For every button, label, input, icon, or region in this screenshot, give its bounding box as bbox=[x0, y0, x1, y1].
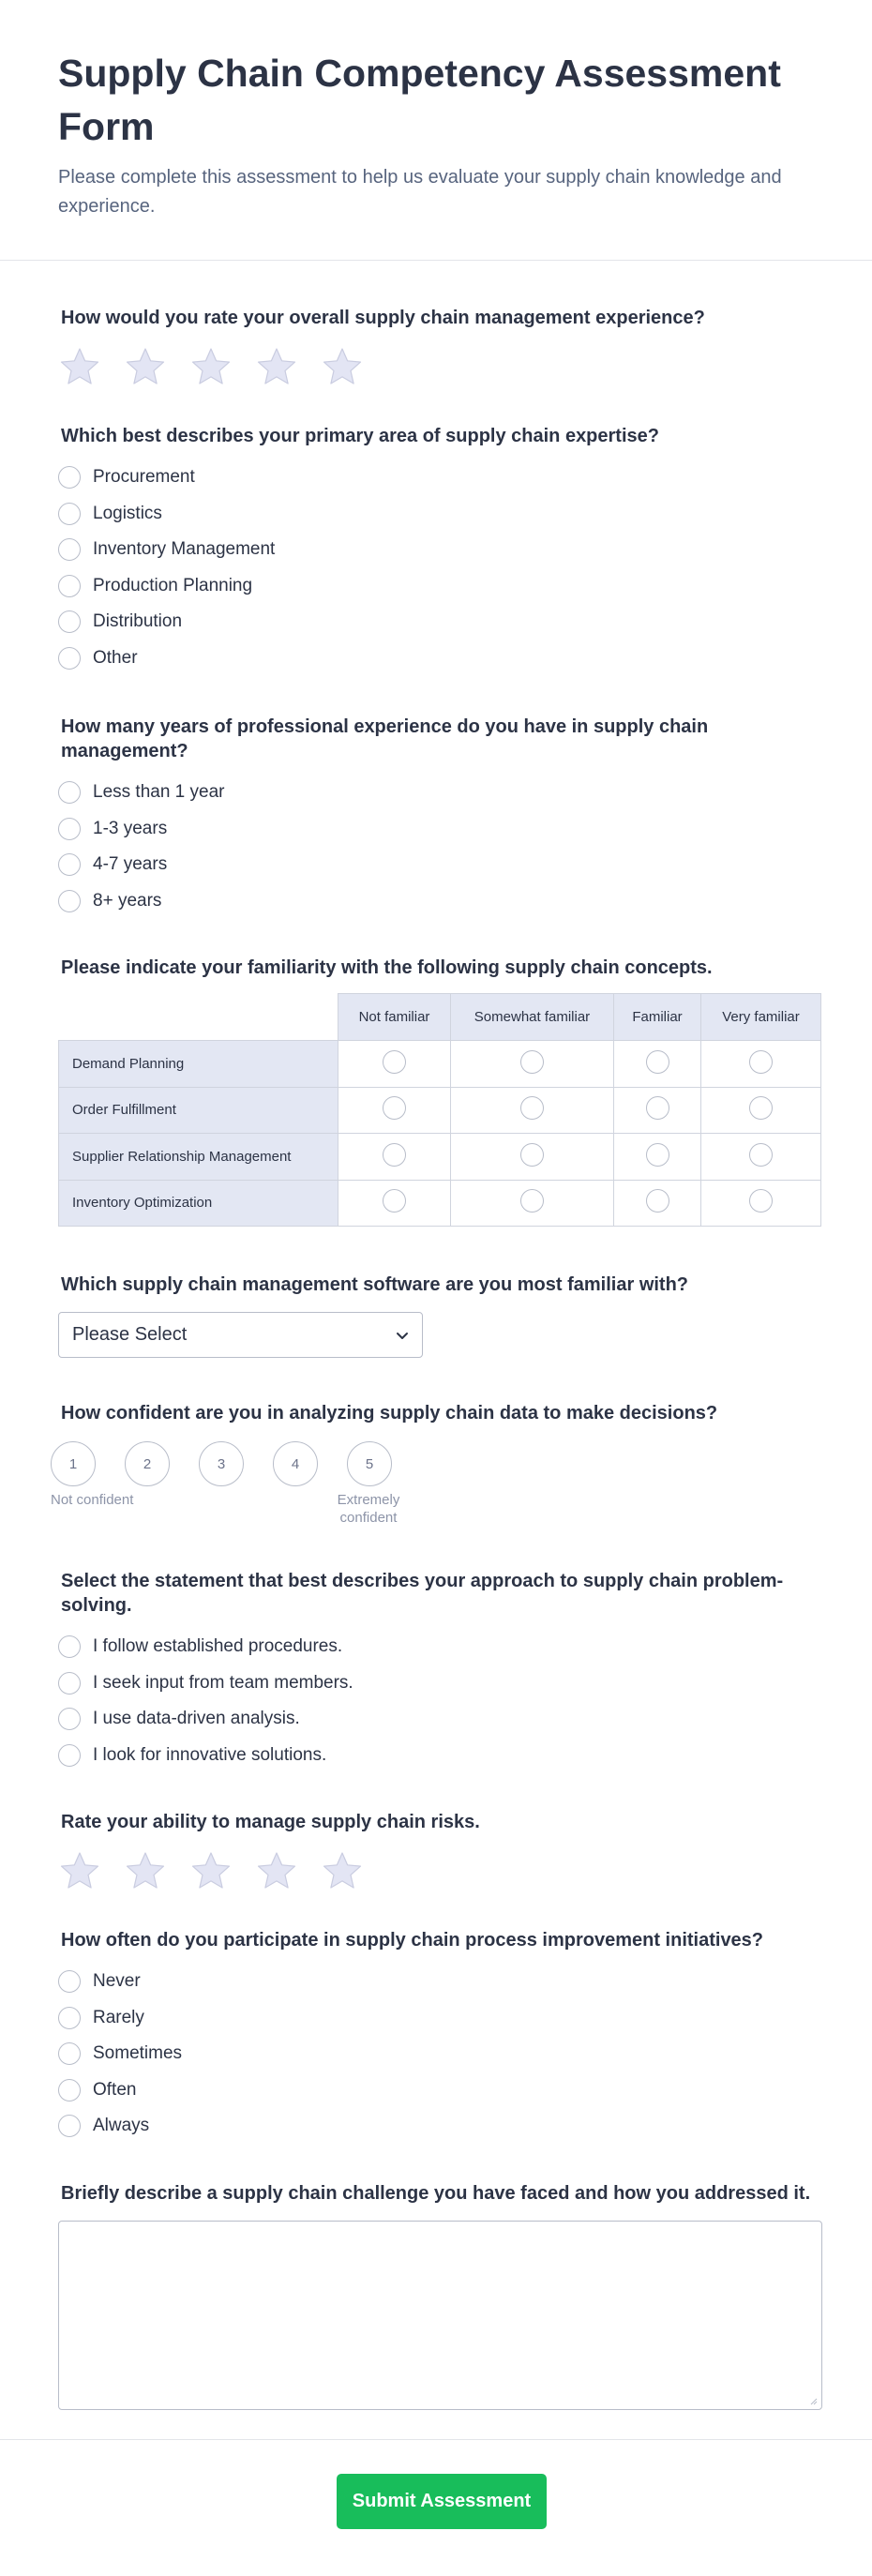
matrix-radio-button[interactable] bbox=[646, 1096, 669, 1120]
radio-button[interactable] bbox=[58, 503, 81, 525]
question-label: Please indicate your familiarity with the following supply chain concepts. bbox=[61, 957, 713, 978]
star-icon[interactable] bbox=[321, 345, 364, 388]
question-overall-experience bbox=[58, 306, 822, 388]
radio-button[interactable] bbox=[58, 1744, 81, 1767]
matrix-row-label: Order Fulfillment bbox=[59, 1087, 338, 1134]
radio-option[interactable] bbox=[58, 775, 822, 811]
scale-option[interactable]: 2 bbox=[125, 1441, 170, 1486]
chevron-down-icon bbox=[396, 1329, 409, 1342]
radio-button[interactable] bbox=[58, 647, 81, 670]
radio-group bbox=[58, 775, 822, 919]
radio-option-label: Logistics bbox=[93, 503, 162, 523]
form-title: Supply Chain Competency Assessment Form bbox=[58, 52, 781, 148]
radio-option[interactable] bbox=[58, 1964, 822, 2000]
star-icon[interactable] bbox=[124, 345, 167, 388]
radio-option[interactable] bbox=[58, 496, 822, 533]
matrix-cell bbox=[451, 1180, 614, 1227]
submit-button[interactable]: Submit Assessment bbox=[337, 2474, 547, 2529]
radio-group bbox=[58, 1964, 822, 2145]
star-icon[interactable] bbox=[321, 1849, 364, 1892]
star-rating bbox=[58, 1849, 822, 1892]
software-select[interactable] bbox=[58, 1312, 423, 1358]
matrix-radio-button[interactable] bbox=[383, 1143, 406, 1167]
matrix-cell bbox=[614, 1041, 701, 1088]
radio-option[interactable] bbox=[58, 459, 822, 496]
radio-group bbox=[58, 1629, 822, 1773]
form-header bbox=[0, 0, 872, 261]
radio-button[interactable] bbox=[58, 1635, 81, 1658]
matrix-cell bbox=[701, 1041, 821, 1088]
matrix-cell bbox=[614, 1087, 701, 1134]
matrix-cell bbox=[338, 1180, 451, 1227]
question-label: How confident are you in analyzing supply chain data to make decisions? bbox=[61, 1403, 718, 1424]
matrix-radio-button[interactable] bbox=[520, 1143, 544, 1167]
matrix-radio-button[interactable] bbox=[749, 1050, 773, 1074]
radio-button[interactable] bbox=[58, 538, 81, 561]
radio-option-label: Never bbox=[93, 1971, 141, 1992]
question-data-confidence bbox=[51, 1401, 822, 1526]
question-label: Which best describes your primary area of supply chain expertise? bbox=[61, 426, 659, 446]
scale-option[interactable]: 5 bbox=[347, 1441, 392, 1486]
star-icon[interactable] bbox=[58, 1849, 101, 1892]
question-label: Which supply chain management software are you most familiar with? bbox=[61, 1274, 689, 1295]
radio-option-label: Less than 1 year bbox=[93, 782, 225, 803]
star-icon[interactable] bbox=[189, 345, 233, 388]
challenge-textarea[interactable] bbox=[58, 2221, 822, 2410]
radio-group bbox=[58, 459, 822, 676]
question-risk-management bbox=[58, 1810, 822, 1892]
radio-button[interactable] bbox=[58, 890, 81, 912]
radio-option-label: 4-7 years bbox=[93, 854, 168, 875]
radio-option[interactable] bbox=[58, 604, 822, 640]
question-label: Rate your ability to manage supply chain risks. bbox=[61, 1812, 480, 1832]
radio-option[interactable] bbox=[58, 1701, 822, 1738]
matrix-row-label: Inventory Optimization bbox=[59, 1180, 338, 1227]
radio-option-label: Inventory Management bbox=[93, 539, 276, 560]
radio-option[interactable] bbox=[58, 2036, 822, 2072]
matrix-cell bbox=[614, 1134, 701, 1181]
radio-option-label: Rarely bbox=[93, 2007, 144, 2027]
radio-option-label: I seek input from team members. bbox=[93, 1672, 353, 1693]
radio-option-label: Sometimes bbox=[93, 2043, 183, 2064]
radio-option-label: 8+ years bbox=[93, 890, 162, 911]
radio-option[interactable] bbox=[58, 1629, 822, 1665]
star-icon[interactable] bbox=[58, 345, 101, 388]
matrix-radio-button[interactable] bbox=[383, 1050, 406, 1074]
question-software bbox=[58, 1273, 822, 1358]
matrix-cell bbox=[451, 1041, 614, 1088]
matrix-cell bbox=[338, 1041, 451, 1088]
radio-button[interactable] bbox=[58, 2115, 81, 2137]
matrix-cell bbox=[338, 1134, 451, 1181]
matrix-column-header: Familiar bbox=[614, 994, 701, 1041]
radio-option-label: I use data-driven analysis. bbox=[93, 1709, 300, 1729]
matrix-radio-button[interactable] bbox=[520, 1050, 544, 1074]
radio-option-label: Procurement bbox=[93, 467, 195, 488]
radio-option-label: Often bbox=[93, 2079, 137, 2100]
matrix-cell bbox=[701, 1087, 821, 1134]
question-challenge-description bbox=[58, 2181, 822, 2410]
form-subtitle: Please complete this assessment to help us evaluate your supply chain knowledge and experience. bbox=[58, 167, 782, 217]
radio-option-label: I follow established procedures. bbox=[93, 1636, 343, 1657]
radio-option-label: Production Planning bbox=[93, 575, 253, 595]
radio-button[interactable] bbox=[58, 1672, 81, 1695]
scale-option[interactable]: 3 bbox=[199, 1441, 244, 1486]
question-improvement-frequency bbox=[58, 1928, 822, 2145]
matrix-cell bbox=[701, 1180, 821, 1227]
radio-button[interactable] bbox=[58, 818, 81, 840]
matrix-row bbox=[59, 1180, 821, 1227]
star-icon[interactable] bbox=[189, 1849, 233, 1892]
matrix-row bbox=[59, 1087, 821, 1134]
radio-button[interactable] bbox=[58, 853, 81, 876]
scale-max-label: Extremely confident bbox=[337, 1492, 400, 1526]
matrix-row bbox=[59, 1134, 821, 1181]
radio-button[interactable] bbox=[58, 781, 81, 804]
radio-option[interactable] bbox=[58, 1665, 822, 1702]
radio-option[interactable] bbox=[58, 640, 822, 677]
familiarity-matrix bbox=[58, 993, 821, 1227]
radio-button[interactable] bbox=[58, 1708, 81, 1730]
confidence-scale bbox=[51, 1441, 822, 1486]
matrix-radio-button[interactable] bbox=[646, 1189, 669, 1213]
matrix-radio-button[interactable] bbox=[520, 1189, 544, 1213]
question-label: Briefly describe a supply chain challenge you have faced and how you addressed it. bbox=[61, 2183, 811, 2204]
radio-button[interactable] bbox=[58, 575, 81, 597]
radio-option[interactable] bbox=[58, 2072, 822, 2109]
matrix-cell bbox=[451, 1134, 614, 1181]
radio-button[interactable] bbox=[58, 2042, 81, 2065]
matrix-radio-button[interactable] bbox=[520, 1096, 544, 1120]
scale-option[interactable]: 4 bbox=[273, 1441, 318, 1486]
matrix-corner bbox=[59, 994, 338, 1041]
matrix-cell bbox=[338, 1087, 451, 1134]
matrix-radio-button[interactable] bbox=[646, 1050, 669, 1074]
radio-button[interactable] bbox=[58, 2079, 81, 2101]
star-rating bbox=[58, 345, 822, 388]
question-label: How many years of professional experience do you have in supply chain management? bbox=[61, 716, 709, 761]
radio-option-label: Other bbox=[93, 647, 138, 668]
matrix-row-label: Supplier Relationship Management bbox=[59, 1134, 338, 1181]
scale-min-label: Not confident bbox=[51, 1492, 134, 1508]
question-years-experience bbox=[58, 715, 822, 919]
radio-option-label: Always bbox=[93, 2116, 150, 2136]
matrix-radio-button[interactable] bbox=[383, 1189, 406, 1213]
radio-option[interactable] bbox=[58, 2000, 822, 2037]
matrix-radio-button[interactable] bbox=[749, 1189, 773, 1213]
matrix-cell bbox=[701, 1134, 821, 1181]
radio-button[interactable] bbox=[58, 1970, 81, 1993]
matrix-radio-button[interactable] bbox=[383, 1096, 406, 1120]
matrix-row bbox=[59, 1041, 821, 1088]
question-label: Select the statement that best describes your approach to supply chain problem-solving. bbox=[61, 1571, 784, 1616]
radio-option[interactable] bbox=[58, 1738, 822, 1774]
radio-option[interactable] bbox=[58, 568, 822, 605]
radio-option[interactable] bbox=[58, 847, 822, 883]
radio-button[interactable] bbox=[58, 466, 81, 489]
matrix-cell bbox=[451, 1087, 614, 1134]
matrix-column-header: Not familiar bbox=[338, 994, 451, 1041]
radio-button[interactable] bbox=[58, 610, 81, 633]
radio-option[interactable] bbox=[58, 2108, 822, 2145]
radio-option-label: I look for innovative solutions. bbox=[93, 1744, 327, 1765]
question-expertise-area bbox=[58, 424, 822, 676]
scale-option[interactable]: 1 bbox=[51, 1441, 96, 1486]
scale-labels bbox=[51, 1486, 822, 1526]
resize-grip-icon[interactable] bbox=[808, 2396, 818, 2405]
question-label: How would you rate your overall supply chain management experience? bbox=[61, 308, 705, 328]
star-icon[interactable] bbox=[255, 345, 298, 388]
matrix-row-label: Demand Planning bbox=[59, 1041, 338, 1088]
radio-option[interactable] bbox=[58, 811, 822, 848]
matrix-radio-button[interactable] bbox=[646, 1143, 669, 1167]
star-icon[interactable] bbox=[255, 1849, 298, 1892]
matrix-radio-button[interactable] bbox=[749, 1096, 773, 1120]
radio-option[interactable] bbox=[58, 883, 822, 920]
matrix-radio-button[interactable] bbox=[749, 1143, 773, 1167]
question-label: How often do you participate in supply chain process improvement initiatives? bbox=[61, 1930, 764, 1951]
form-footer bbox=[0, 2439, 872, 2576]
radio-button[interactable] bbox=[58, 2007, 81, 2029]
question-concept-familiarity bbox=[58, 956, 822, 1227]
select-value: Please Select bbox=[72, 1324, 188, 1345]
radio-option[interactable] bbox=[58, 532, 822, 568]
question-problem-solving bbox=[58, 1569, 822, 1773]
matrix-column-header: Somewhat familiar bbox=[451, 994, 614, 1041]
matrix-cell bbox=[614, 1180, 701, 1227]
matrix-column-header: Very familiar bbox=[701, 994, 821, 1041]
radio-option-label: 1-3 years bbox=[93, 818, 168, 838]
star-icon[interactable] bbox=[124, 1849, 167, 1892]
radio-option-label: Distribution bbox=[93, 611, 183, 632]
